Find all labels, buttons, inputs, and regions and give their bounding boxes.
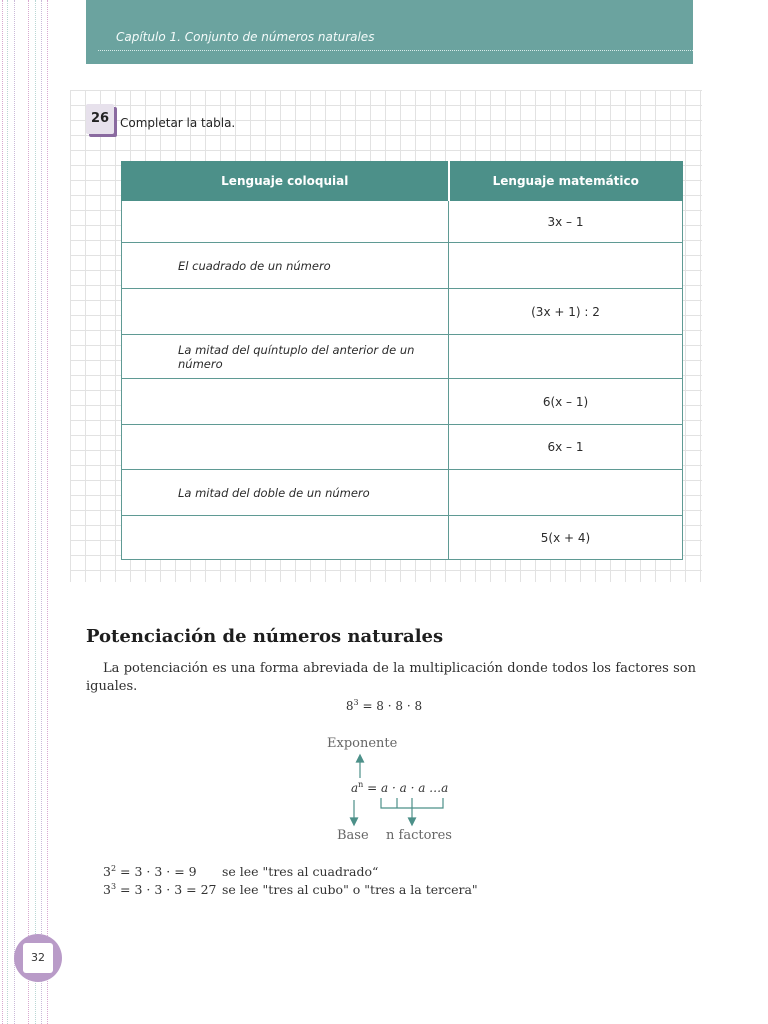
page-number: 32 xyxy=(23,943,53,973)
example-line xyxy=(103,864,378,879)
section-title: Potenciación de números naturales xyxy=(86,626,444,647)
cell-matematico[interactable] xyxy=(449,243,683,289)
example-base: 3 xyxy=(103,882,111,898)
left-decoration-line xyxy=(41,0,42,1024)
exponent-label: Exponente xyxy=(327,736,398,751)
left-decoration-line xyxy=(47,0,48,1024)
exercise-instruction: Completar la tabla. xyxy=(120,116,236,130)
cell-matematico: 5(x + 4) xyxy=(449,516,683,560)
cell-matematico: 6x – 1 xyxy=(449,425,683,470)
cell-coloquial: La mitad del quíntuplo del anterior de un número xyxy=(122,335,449,379)
table-header-row xyxy=(122,162,683,201)
factors-arrowhead xyxy=(409,818,416,825)
left-decoration-line xyxy=(2,0,3,1024)
table-row xyxy=(122,335,683,379)
header-divider xyxy=(98,50,693,51)
example-expression xyxy=(103,882,222,897)
example-reading: se lee "tres al cuadrado“ xyxy=(222,864,379,880)
cell-matematico: 6(x – 1) xyxy=(449,379,683,425)
base-arrowhead xyxy=(351,818,358,825)
cell-coloquial: El cuadrado de un número xyxy=(122,243,449,289)
cell-matematico[interactable] xyxy=(449,335,683,379)
exercise-table xyxy=(121,161,683,560)
table-row xyxy=(122,201,683,243)
factors-label: n factores xyxy=(386,828,452,843)
left-decoration-line xyxy=(7,0,8,1024)
left-decoration-line xyxy=(14,0,15,1024)
chapter-title: Capítulo 1. Conjunto de números naturales xyxy=(116,30,375,44)
example-base: 3 xyxy=(103,864,111,880)
section-paragraph: La potenciación es una forma abreviada de la multiplicación donde todos los factores son iguales. xyxy=(86,661,696,694)
example-base: 8 xyxy=(345,699,354,713)
cell-matematico: 3x – 1 xyxy=(449,201,683,243)
table-row xyxy=(122,425,683,470)
example-expression xyxy=(103,864,222,879)
formula-base: a xyxy=(351,781,359,795)
cell-coloquial[interactable] xyxy=(122,516,449,560)
column-header-coloquial: Lenguaje coloquial xyxy=(122,162,449,201)
example-result: = 3 · 3 · = 9 xyxy=(116,864,197,880)
table-row xyxy=(122,289,683,335)
exponent-arrowhead xyxy=(357,755,364,762)
table-row xyxy=(122,243,683,289)
example-line xyxy=(103,882,478,897)
example-exponent: 3 xyxy=(110,882,117,891)
cell-coloquial[interactable] xyxy=(122,289,449,335)
chapter-header xyxy=(86,0,693,64)
exercise-number-badge: 26 xyxy=(86,104,114,134)
column-header-matematico: Lenguaje matemático xyxy=(449,162,683,201)
example-rhs: = 8 · 8 · 8 xyxy=(358,699,423,713)
cell-matematico[interactable] xyxy=(449,470,683,516)
base-label: Base xyxy=(337,828,369,843)
table-row xyxy=(122,516,683,560)
left-decoration-line xyxy=(35,0,36,1024)
example-result: = 3 · 3 · 3 = 27 xyxy=(116,882,217,898)
cell-coloquial[interactable] xyxy=(122,379,449,425)
table-row xyxy=(122,379,683,425)
page-number-badge xyxy=(14,934,62,982)
example-exponent: 2 xyxy=(110,864,117,873)
cell-coloquial[interactable] xyxy=(122,201,449,243)
cell-coloquial: La mitad del doble de un número xyxy=(122,470,449,516)
cell-matematico: (3x + 1) : 2 xyxy=(449,289,683,335)
cell-coloquial[interactable] xyxy=(122,425,449,470)
example-equation xyxy=(0,698,768,713)
power-formula xyxy=(351,780,448,795)
example-reading: se lee "tres al cubo" o "tres a la tercera" xyxy=(222,882,478,898)
example-exponent: 3 xyxy=(353,698,359,707)
left-decoration-line xyxy=(28,0,29,1024)
formula-exponent: n xyxy=(358,780,364,789)
table-row xyxy=(122,470,683,516)
formula-rhs: = a · a · a …a xyxy=(363,781,449,795)
